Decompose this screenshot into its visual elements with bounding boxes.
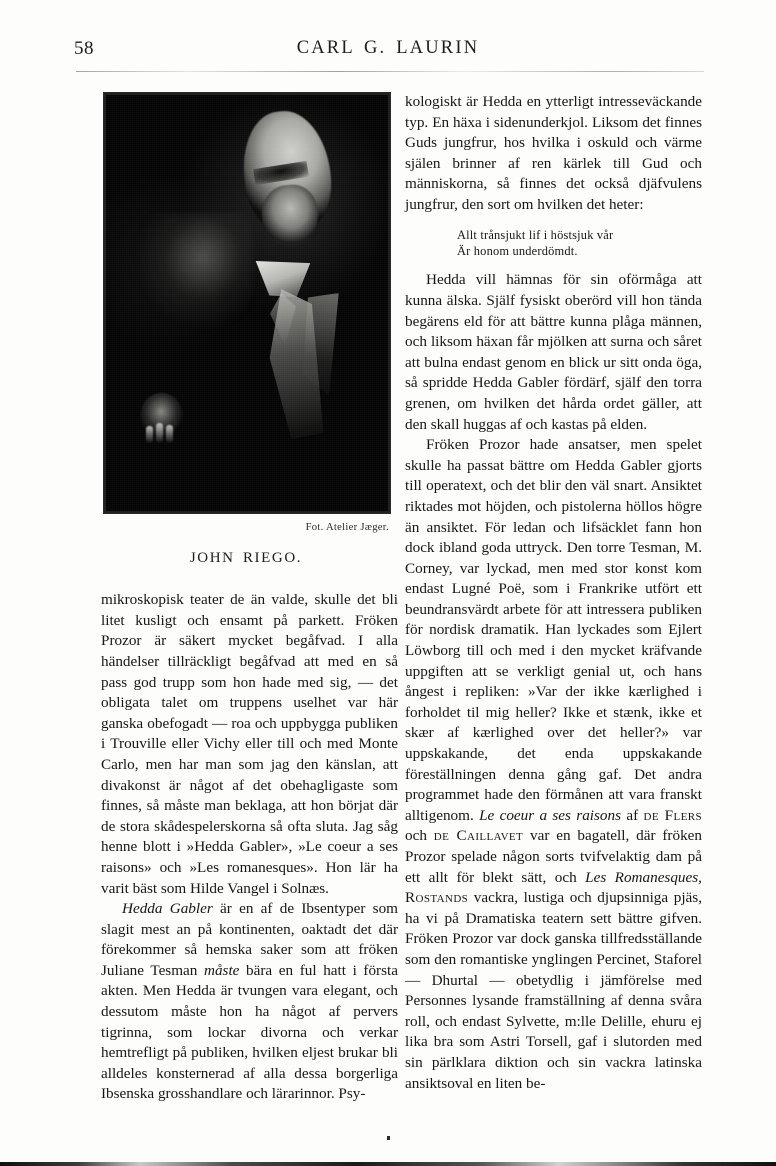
verse-quotation <box>405 227 702 260</box>
figure-caption: JOHN RIEGO. <box>189 549 303 566</box>
portrait-photograph <box>103 92 391 514</box>
paragraph-text-part1: är en af de Ibsentyper som slagit mest an på kontinenten, oaktadt det där förekommer så hemska saker som att fröken Juliane Tesman <box>101 900 398 979</box>
emphasis-maste: måste <box>203 961 240 979</box>
paragraph-text-part2: bära en ful hatt i första akten. Men Hedda är tvungen vara elegant, och dessutom måste hon ha något af pervers tigrinna, som lockar divorna och verkar hemtrefligt på publiken, hvilken eljest brukar bli alldeles konsternerad af alla dessa borgerliga Ibsenska grosshandlare och lärarinnor. Psy- <box>101 961 398 1103</box>
paragraph-froken-prozor <box>405 435 702 1094</box>
header-rule <box>76 71 704 72</box>
running-head <box>74 38 702 66</box>
page-folio-number: 58 <box>74 38 94 59</box>
paragraph-hedda-revenge: Hedda vill hämnas för sin oförmåga att kunna älska. Själf fysiskt oberörd vill hon tända begärens eld för att bättre kunna plåga männen, och liksom häxan får mjölken att surna och såret att bulna endast genom en blick ur sitt onda öga, så spridde Hedda Gabler fördärf, själf den torra grenen, om hvilken det hårda ordet gäller, att den skall huggas af och kastas på elden. <box>405 271 702 433</box>
paragraph-text-part1: Fröken Prozor hade ansatser, men spelet skulle ha passat bättre om Hedda Gabler gjorts till operatext, och det blir den väl snart. Ansiktet riktades mot höjden, och pistolerna höllos högre än ansiktet. För ledan och lifsäcklet fann hon dock ibland goda uttryck. Den torre Tesman, M. Corney, var lyckad, men med stor konst kom endast Lugné Poë, som i Frankrike utfört ett beundransvärdt arbete för att intressera publiken för nordisk dramatik. Han lyckades som Ejlert Löwborg till och med i den mycket kräfvande uppgiften att se verkligt genial ut, och hans ångest i repliken: »Var der ikke kærlighed i forholdet til mig heller? Ikke et stænk, ikke et skær af kærlighed over det heller?» var uppskakande, det enda uppskakande föreställningen denna gång gaf. Det andra programmet hade den förmånen att vara franskt alltigenom. <box>405 436 702 824</box>
running-head-title: CARL G. LAURIN <box>296 38 480 58</box>
work-title-les-romanesques: Les Romanesques, <box>585 868 702 886</box>
paragraph-text-part3: och <box>405 827 434 845</box>
photo-credit: Fot. Atelier Jæger. <box>305 522 389 533</box>
photo-inner-edge <box>104 93 390 513</box>
paragraph-text-part4: var en bagatell, där fröken Prozor spelade någon sorts tvifvelaktig dam på ett allt för blekt sätt, och <box>405 827 703 886</box>
left-text-column <box>101 92 398 1105</box>
portrait-figure <box>103 92 393 568</box>
paragraph-text-part6: vackra, lustiga och djupsinniga pjäs, ha vi på Dramatiska teatern sett bättre gifven. Fröken Prozor var dock ganska tillfredsställande som den romantiske ynglingen Percinet, Staforel — Dhurtal — obetydlig i jämförelse med Personnes lysande framställning af denna svåra roll, och endast Sylvette, m:lle Delille, ehuru ej lika bra som Astri Torsell, gaf i slutorden med sin pärlklara diktion och sin vackra latinska ansiktsoval en liten be- <box>405 889 702 1092</box>
work-title-le-coeur: Le coeur a ses raisons <box>479 806 622 824</box>
verse-line-1: Allt trånsjukt lif i höstsjuk vår <box>457 227 614 242</box>
paragraph-text-part2: af <box>621 806 644 824</box>
author-name-de-flers: de Flers <box>643 806 702 824</box>
right-text-column <box>405 92 702 1094</box>
author-name-de-caillavet: de Caillavet <box>433 827 524 845</box>
author-name-rostands: Rostands <box>405 889 469 907</box>
left-column-body <box>101 590 398 1105</box>
scan-artifact-speck <box>387 1136 390 1140</box>
paragraph-psykologiskt: kologiskt är Hedda en ytterligt intresseväckande typ. En häxa i sidenunderkjol. Liksom det finnes Guds jungfrur, hos hvilka i oskuld och värme själen brinner af ren kärlek till Gud och människorna, så finnes det också djäfvulens jungfrur, den sort om hvilken det heter: <box>405 93 702 213</box>
scan-bottom-edge <box>0 1162 776 1166</box>
verse-line-2: Är honom underdömdt. <box>457 243 578 258</box>
work-title-hedda-gabler: Hedda Gabler <box>122 900 213 918</box>
paragraph-hedda-gabler <box>101 899 398 1105</box>
paragraph-continued: mikroskopisk teater de än valde, skulle det bli litet kusligt och ensamt på parkett. Fröken Prozor är säkert mycket begåfvad. I alla händelser tillräckligt begåfvad att med en så pass god trupp som hon hade med sig, — det obligata talet om truppens uselhet var här ganska obefogadt — roa och uppbygga publiken i Trouville eller Vichy eller till och med Monte Carlo, men har man som jag den känslan, att divakonst är något af det obehagligaste som finnes, så måste man beklaga, att hon börjat där de stora skådespelerskorna så ofta sluta. Jag såg henne blott i »Hedda Gabler», »Le coeur a ses raisons» och »Les romanesques». Hon lär ha varit bäst som Hilde Vangel i Solnæs. <box>101 591 398 897</box>
